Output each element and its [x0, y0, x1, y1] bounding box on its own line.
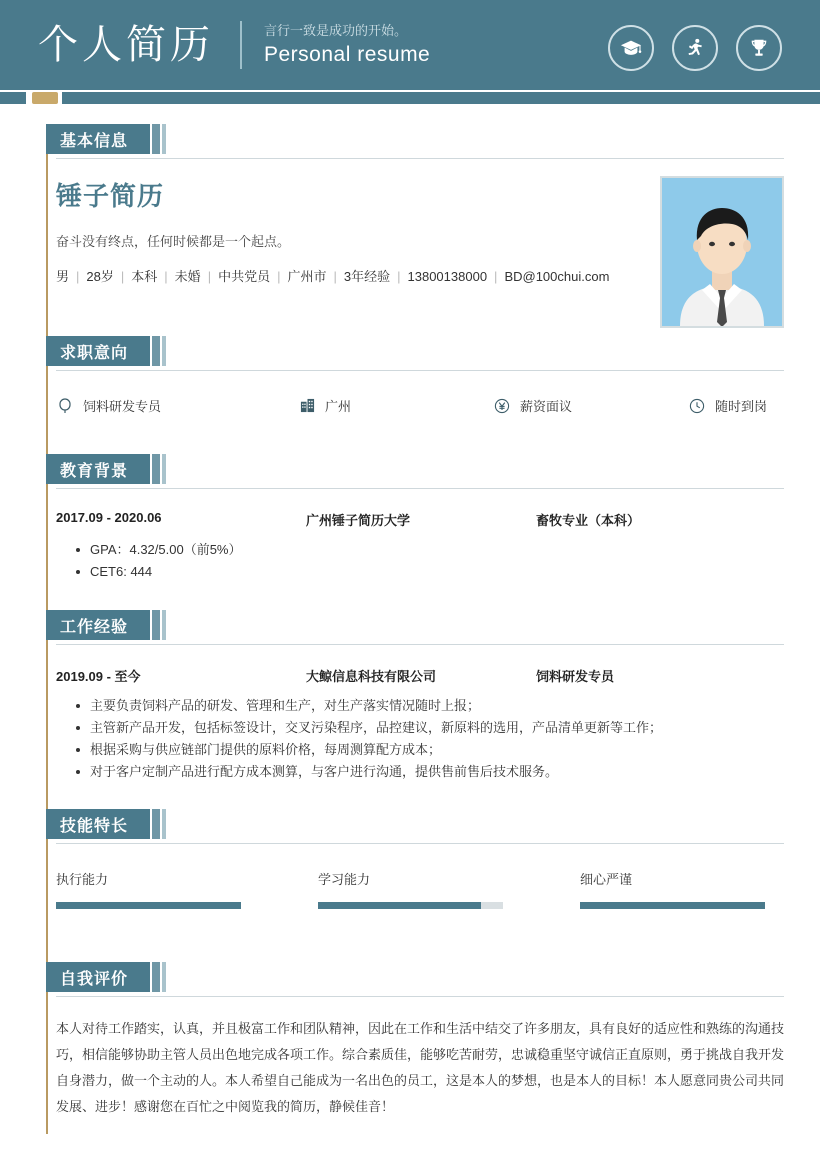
education-major: 畜牧专业（本科） — [536, 513, 641, 528]
education-entry-header — [56, 510, 784, 529]
meta-sep: | — [494, 269, 498, 284]
section-title-education: 教育背景 — [46, 454, 150, 484]
section-header-evaluation — [46, 962, 164, 992]
work-company: 大鲸信息科技有限公司 — [306, 669, 437, 684]
accent-bar-gold — [32, 92, 58, 104]
meta-city: 广州市 — [287, 269, 327, 284]
header-motto: 言行一致是成功的开始。 — [264, 23, 408, 38]
title-divider — [240, 21, 242, 69]
section-rule-basic — [56, 158, 784, 159]
meta-sep: | — [164, 269, 168, 284]
education-points — [56, 539, 784, 583]
list-item: 主要负责饲料产品的研发、管理和生产，对生产落实情况随时上报； — [76, 695, 784, 717]
section-title-evaluation: 自我评价 — [46, 962, 150, 992]
section-tab-edge — [152, 962, 160, 992]
education-date: 2017.09 - 2020.06 — [56, 510, 162, 525]
meta-marital: 未婚 — [174, 269, 201, 284]
intent-row — [56, 396, 784, 415]
section-header-work — [46, 610, 164, 640]
meta-age: 28岁 — [86, 269, 114, 284]
work-date: 2019.09 - 至今 — [56, 669, 141, 684]
avatar — [660, 176, 784, 328]
briefcase-icon — [56, 397, 74, 415]
section-title-intent: 求职意向 — [46, 336, 150, 366]
meta-degree: 本科 — [131, 269, 158, 284]
section-tab-edge — [152, 809, 160, 839]
section-tab-edge-light — [162, 809, 166, 839]
skill-item — [56, 869, 241, 909]
section-education — [46, 454, 784, 579]
skill-item — [580, 869, 765, 909]
skill-fill — [56, 902, 241, 909]
meta-email: BD@100chui.com — [504, 269, 610, 284]
candidate-motto: 奋斗没有终点，任何时候都是一个起点。 — [56, 234, 291, 249]
section-content-skills — [56, 843, 784, 909]
accent-bar-right — [62, 92, 820, 104]
section-skills — [46, 809, 784, 887]
section-content-education — [56, 488, 784, 583]
section-tab-edge — [152, 454, 160, 484]
skill-fill — [580, 902, 765, 909]
section-content-evaluation — [56, 996, 784, 1120]
section-content-work — [56, 644, 784, 783]
header-icon-group — [608, 25, 782, 71]
intent-city — [298, 396, 493, 415]
skill-fill — [318, 902, 481, 909]
intent-availability-label: 随时到岗 — [715, 399, 768, 414]
section-tab-edge-light — [162, 962, 166, 992]
meta-political: 中共党员 — [218, 269, 271, 284]
meta-sep: | — [76, 269, 80, 284]
meta-gender: 男 — [56, 269, 70, 284]
list-item: 对于客户定制产品进行配方成本测算，与客户进行沟通，提供售前售后技术服务。 — [76, 761, 784, 783]
header-title-block — [38, 18, 430, 72]
work-points — [56, 695, 784, 783]
list-item: CET6: 444 — [76, 561, 784, 583]
trophy-icon — [736, 25, 782, 71]
meta-sep: | — [397, 269, 401, 284]
city-icon — [298, 397, 316, 415]
section-tab-edge — [152, 610, 160, 640]
section-tab-edge — [152, 336, 160, 366]
meta-sep: | — [277, 269, 281, 284]
skill-list — [56, 869, 784, 909]
self-evaluation-text: 本人对待工作踏实，认真，并且极富工作和团队精神，因此在工作和生活中结交了许多朋友，具有良好的适应性和熟练的沟通技巧，相信能够协助主管人员出色地完成各项工作。综合素质佳，能够吃苦耐劳，忠诚稳重坚守诚信正直原则，勇于挑战自我开发自身潜力，做一个主动的人。本人希望自己能成为一名出色的员工，这是本人的梦想，也是本人的目标！本人愿意同贵公司共同发展、进步！感谢您在百忙之中阅览我的简历，静候佳音！ — [56, 1021, 785, 1114]
section-content-basic — [56, 176, 784, 285]
intent-availability — [688, 396, 767, 415]
header-subtitle-en: Personal resume — [264, 43, 431, 66]
skill-item — [318, 869, 503, 909]
header-subtitle-block — [264, 21, 430, 69]
section-tab-edge-light — [162, 124, 166, 154]
section-tab-edge-light — [162, 454, 166, 484]
section-tab-edge — [152, 124, 160, 154]
skill-label: 细心严谨 — [580, 872, 633, 887]
section-work-experience — [46, 610, 784, 779]
section-title-skills: 技能特长 — [46, 809, 150, 839]
section-job-intent — [46, 336, 784, 414]
clock-icon — [688, 397, 706, 415]
runner-icon — [672, 25, 718, 71]
intent-position-label: 饲料研发专员 — [83, 399, 162, 414]
section-header-education — [46, 454, 164, 484]
section-basic-info — [46, 124, 784, 284]
meta-sep: | — [207, 269, 212, 284]
section-header-basic — [46, 124, 164, 154]
intent-city-label: 广州 — [325, 399, 352, 414]
list-item: 根据采购与供应链部门提供的原料价格，每周测算配方成本； — [76, 739, 784, 761]
section-tab-edge-light — [162, 610, 166, 640]
resume-body — [0, 104, 820, 1160]
graduation-cap-icon — [608, 25, 654, 71]
section-self-evaluation — [46, 962, 785, 1114]
skill-track — [318, 902, 503, 909]
page-title: 个人简历 — [38, 23, 214, 67]
meta-experience: 3年经验 — [343, 269, 391, 284]
list-item: 主管新产品开发，包括标签设计，交叉污染程序，品控建议，新原料的选用，产品清单更新等工作； — [76, 717, 784, 739]
meta-phone: 13800138000 — [407, 269, 488, 284]
meta-sep: | — [333, 269, 337, 284]
work-entry-header — [56, 666, 784, 685]
resume-header — [0, 0, 820, 90]
section-title-work: 工作经验 — [46, 610, 150, 640]
education-school: 广州锤子简历大学 — [306, 513, 411, 528]
candidate-name: 锤子简历 — [56, 181, 165, 211]
section-tab-edge-light — [162, 336, 166, 366]
skill-track — [56, 902, 241, 909]
section-content-intent — [56, 370, 784, 415]
skill-label: 学习能力 — [318, 872, 371, 887]
intent-salary — [493, 396, 688, 415]
yuan-icon — [493, 397, 511, 415]
meta-sep: | — [120, 269, 125, 284]
accent-bar-left — [0, 92, 26, 104]
section-title-basic: 基本信息 — [46, 124, 150, 154]
header-accent-bar — [0, 92, 820, 104]
skill-label: 执行能力 — [56, 872, 109, 887]
work-position: 饲料研发专员 — [536, 669, 615, 684]
list-item: GPA：4.32/5.00（前5%） — [76, 539, 784, 561]
intent-position — [56, 396, 298, 415]
section-header-intent — [46, 336, 164, 366]
section-header-skills — [46, 809, 164, 839]
intent-salary-label: 薪资面议 — [520, 399, 573, 414]
skill-track — [580, 902, 765, 909]
